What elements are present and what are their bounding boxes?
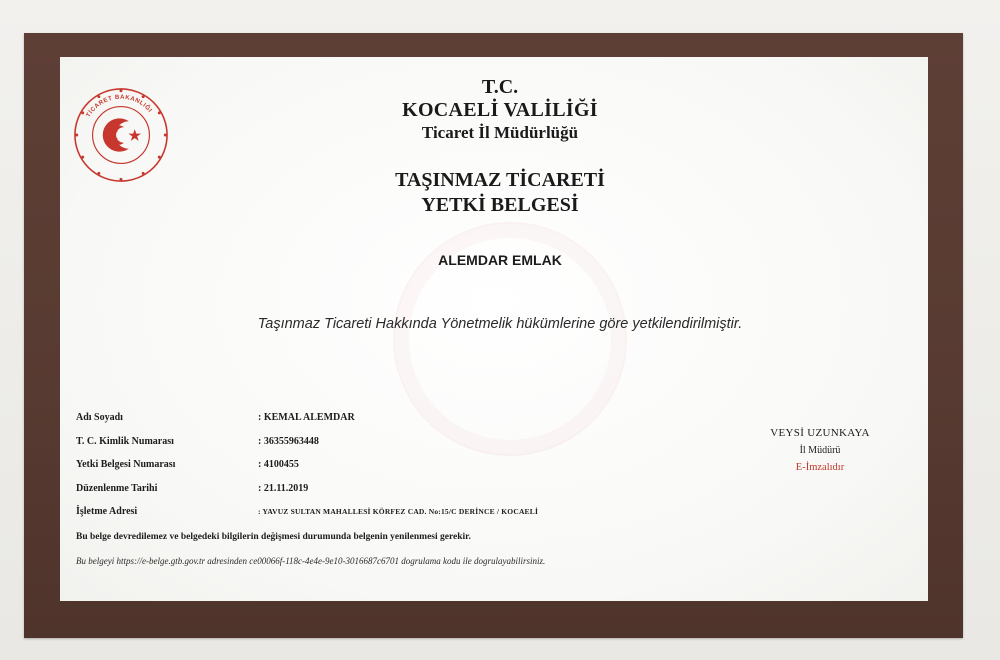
detail-row-date	[76, 483, 716, 507]
detail-value: : YAVUZ SULTAN MAHALLESİ KÖRFEZ CAD. No:15/C DERİNCE / KOCAELİ	[258, 507, 539, 516]
seal-ring-text: TİCARET BAKANLIĞI	[85, 94, 153, 119]
issuer-header	[260, 76, 740, 144]
transfer-note: Bu belge devredilemez ve belgedeki bilgilerin değişmesi durumunda belgenin yenilenmesi gerekir.	[76, 532, 471, 542]
e-signature-label: E-İmzalıdır	[795, 462, 845, 473]
detail-value: : 36355963448	[258, 435, 319, 447]
detail-label: T. C. Kimlik Numarası	[76, 435, 174, 447]
header-tc: T.C.	[481, 76, 519, 98]
holder-details	[76, 412, 716, 530]
detail-row-license	[76, 459, 716, 483]
detail-row-address	[76, 506, 716, 530]
detail-label: Düzenlenme Tarihi	[76, 482, 158, 494]
header-valilik: KOCAELİ VALİLİĞİ	[402, 99, 598, 121]
signer-name: VEYSİ UZUNKAYA	[770, 427, 870, 439]
header-mudurluk: Ticaret İl Müdürlüğü	[421, 123, 579, 142]
document-title	[260, 168, 740, 218]
detail-label: Adı Soyadı	[76, 412, 123, 423]
title-line-2: YETKİ BELGESİ	[421, 194, 579, 216]
detail-value: : KEMAL ALEMDAR	[258, 412, 355, 423]
authorization-statement: Taşınmaz Ticareti Hakkında Yönetmelik hükümlerine göre yetkilendirilmiştir.	[257, 316, 743, 332]
ministry-seal-icon	[72, 86, 170, 184]
signature-block	[740, 425, 900, 476]
detail-row-name	[76, 412, 716, 436]
detail-label: İşletme Adresi	[76, 506, 138, 517]
detail-row-id	[76, 436, 716, 460]
company-name: ALEMDAR EMLAK	[438, 252, 562, 268]
title-line-1: TAŞINMAZ TİCARETİ	[395, 169, 605, 191]
signer-role: İl Müdürü	[799, 445, 841, 456]
verification-note: Bu belgeyi https://e-belge.gtb.gov.tr adresinden ce00066f-118c-4e4e-9e10-3016687c6701 dogrulama kodu ile dogrulayabilirsiniz.	[76, 556, 546, 566]
detail-label: Yetki Belgesi Numarası	[76, 459, 176, 470]
detail-value: : 21.11.2019	[258, 482, 309, 494]
detail-value: : 4100455	[258, 459, 299, 470]
